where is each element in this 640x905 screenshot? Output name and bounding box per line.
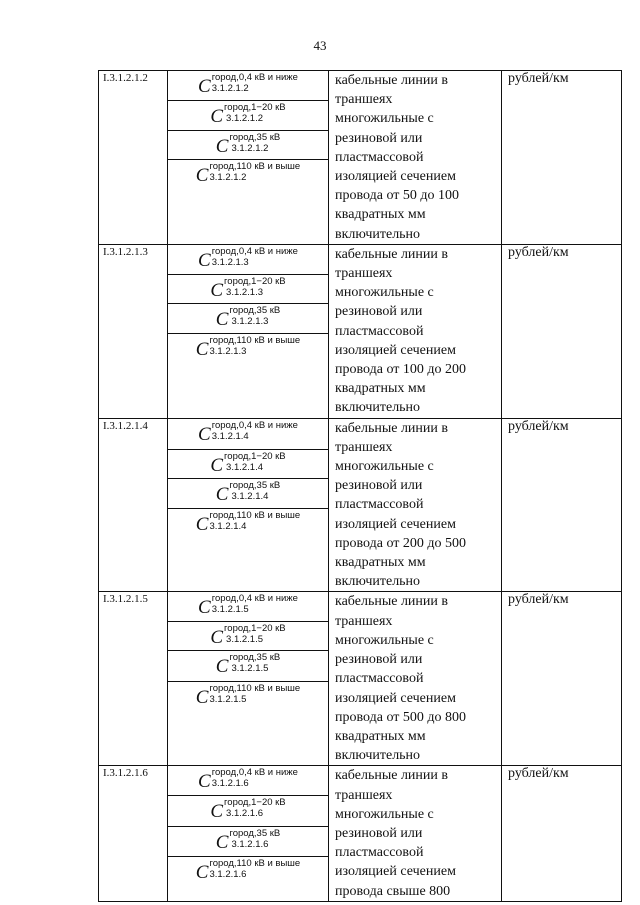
formula-symbol: C — [215, 656, 229, 678]
row-code-cell — [99, 244, 168, 418]
row-code-cell — [99, 418, 168, 592]
description-line: квадратных мм — [335, 555, 426, 571]
description-line: квадратных мм — [335, 728, 426, 744]
formula — [210, 276, 285, 302]
description-line: провода от 50 до 100 — [335, 188, 459, 204]
formula-stack — [168, 592, 328, 746]
formula — [198, 246, 298, 272]
unit-label: рублей/км — [508, 592, 569, 608]
formula-subscript: 3.1.2.1.6 — [211, 778, 249, 790]
tariff-table — [98, 70, 622, 902]
formula-subscript: 3.1.2.1.6 — [231, 839, 269, 851]
formula — [198, 420, 298, 446]
formula-superscript: город,0,4 кВ и ниже — [211, 767, 298, 779]
description-line: многожильные с — [335, 285, 434, 301]
description-line: включительно — [335, 748, 421, 764]
formula-subscript: 3.1.2.1.2 — [211, 83, 249, 94]
row-code-cell — [99, 71, 168, 245]
description-line: провода свыше 800 — [335, 883, 451, 899]
formula — [196, 510, 300, 536]
description-line: траншеях — [335, 787, 393, 803]
formula-superscript: город,1−20 кВ — [224, 450, 286, 462]
formula-subscript: 3.1.2.1.3 — [226, 286, 264, 298]
description-cell — [329, 418, 502, 592]
unit-label: рублей/км — [508, 418, 569, 434]
formula-subscript: 3.1.2.1.3 — [209, 345, 247, 357]
formula-symbol: C — [195, 513, 209, 535]
description-cell — [329, 71, 502, 245]
formula-box — [168, 479, 328, 509]
table-row — [99, 418, 622, 592]
description-line: многожильные с — [335, 459, 434, 475]
formula-subscript: 3.1.2.1.5 — [231, 663, 269, 675]
description-line: изоляцией сечением — [335, 169, 456, 185]
description-line: резиновой или — [335, 825, 423, 841]
description-line: провода от 500 до 800 — [335, 709, 466, 725]
formula — [198, 767, 298, 793]
unit-cell — [502, 766, 622, 901]
formula-superscript: город,35 кВ — [229, 652, 281, 664]
description-line: кабельные линии в — [335, 73, 449, 88]
formula — [196, 858, 300, 884]
formula-box — [168, 131, 328, 160]
formula-symbol: C — [198, 249, 211, 271]
unit-cell — [502, 71, 622, 245]
formula-subscript: 3.1.2.1.6 — [226, 808, 264, 820]
formula-subscript: 3.1.2.1.5 — [226, 634, 264, 646]
description-line: резиновой или — [335, 304, 423, 320]
formula-stack — [168, 419, 328, 575]
formula — [210, 623, 285, 649]
description-line: пластмассовой — [335, 671, 424, 687]
formula-symbol: C — [198, 76, 211, 97]
formula-stack — [168, 71, 328, 227]
formula — [198, 72, 298, 98]
formula-box — [168, 275, 328, 304]
description-line: изоляцией сечением — [335, 342, 456, 358]
description-lines — [335, 592, 501, 765]
description-line: траншеях — [335, 266, 393, 282]
description-line: пластмассовой — [335, 149, 424, 165]
formula-subscript: 3.1.2.1.4 — [209, 520, 247, 532]
description-line: включительно — [335, 400, 421, 416]
formula — [196, 335, 300, 361]
description-cell — [329, 592, 502, 766]
formula — [216, 480, 280, 506]
formula-symbol: C — [210, 279, 224, 301]
formula-superscript: город,0,4 кВ и ниже — [211, 593, 298, 605]
description-lines — [335, 245, 501, 418]
formula-superscript: город,35 кВ — [229, 828, 281, 840]
formula-box — [168, 71, 328, 101]
formula-symbol: C — [215, 483, 229, 505]
formula-cell — [168, 592, 329, 766]
unit-cell — [502, 244, 622, 418]
formula-symbol: C — [195, 165, 209, 186]
unit-label: рублей/км — [508, 244, 569, 260]
description-line: включительно — [335, 226, 421, 242]
formula-subscript: 3.1.2.1.2 — [209, 172, 247, 183]
description-line: изоляцией сечением — [335, 864, 456, 880]
formula-box — [168, 101, 328, 131]
description-line: пластмассовой — [335, 845, 424, 861]
formula-symbol: C — [195, 338, 209, 360]
formula-subscript: 3.1.2.1.4 — [231, 490, 269, 502]
formula-stack — [168, 245, 328, 399]
formula — [216, 305, 280, 331]
formula-box — [168, 450, 328, 479]
formula-superscript: город,110 кВ и выше — [209, 858, 301, 870]
formula-box — [168, 622, 328, 651]
row-code-cell — [99, 592, 168, 766]
row-code: I.3.1.2.1.4 — [103, 419, 148, 432]
formula-cell — [168, 244, 329, 418]
formula — [196, 161, 300, 187]
formula-subscript: 3.1.2.1.3 — [211, 256, 249, 268]
formula — [216, 132, 280, 158]
table-row — [99, 71, 622, 245]
formula-subscript: 3.1.2.1.5 — [209, 694, 247, 706]
formula-box — [168, 160, 328, 227]
unit-cell — [502, 418, 622, 592]
formula-subscript: 3.1.2.1.5 — [211, 604, 249, 616]
description-line: многожильные с — [335, 111, 434, 127]
row-code: I.3.1.2.1.5 — [103, 593, 148, 606]
formula-box — [168, 592, 328, 622]
formula-cell — [168, 418, 329, 592]
formula-box — [168, 419, 328, 450]
formula-box — [168, 334, 328, 399]
formula-superscript: город,1−20 кВ — [224, 797, 286, 809]
formula-box — [168, 857, 328, 894]
description-line: траншеях — [335, 92, 393, 108]
formula-box — [168, 304, 328, 334]
formula-symbol: C — [210, 627, 224, 649]
formula — [210, 102, 285, 128]
formula — [196, 683, 300, 709]
description-cell — [329, 766, 502, 901]
formula-subscript: 3.1.2.1.2 — [226, 113, 264, 124]
formula-superscript: город,0,4 кВ и ниже — [211, 245, 298, 257]
formula-symbol: C — [198, 423, 211, 445]
formula-superscript: город,35 кВ — [229, 304, 281, 316]
description-line: траншеях — [335, 613, 393, 629]
formula — [198, 593, 298, 619]
formula-subscript: 3.1.2.1.4 — [211, 430, 249, 442]
row-code-cell — [99, 766, 168, 901]
description-cell — [329, 244, 502, 418]
formula — [216, 828, 280, 854]
unit-label: рублей/км — [508, 71, 569, 86]
description-line: кабельные линии в — [335, 246, 449, 262]
formula-symbol: C — [215, 136, 229, 157]
formula-symbol: C — [210, 454, 224, 476]
formula-box — [168, 682, 328, 746]
page-number: 43 — [313, 38, 327, 53]
description-line: провода от 200 до 500 — [335, 535, 466, 551]
formula-subscript: 3.1.2.1.3 — [231, 315, 269, 327]
description-line: резиновой или — [335, 478, 423, 494]
formula-box — [168, 827, 328, 857]
description-line: провода от 100 до 200 — [335, 362, 466, 378]
formula-superscript: город,1−20 кВ — [224, 623, 286, 635]
description-line: кабельные линии в — [335, 420, 449, 436]
formula-symbol: C — [195, 687, 209, 709]
formula-symbol: C — [210, 106, 224, 127]
formula-superscript: город,0,4 кВ и ниже — [211, 419, 298, 431]
description-line: кабельные линии в — [335, 768, 449, 784]
description-line: квадратных мм — [335, 207, 426, 223]
formula-cell — [168, 766, 329, 901]
table-row — [99, 244, 622, 418]
unit-label: рублей/км — [508, 766, 569, 782]
table-row — [99, 766, 622, 901]
description-line: многожильные с — [335, 632, 434, 648]
formula-stack — [168, 766, 328, 894]
description-line: кабельные линии в — [335, 594, 449, 610]
formula-superscript: город,35 кВ — [229, 479, 281, 491]
formula-superscript: город,110 кВ и выше — [209, 509, 301, 521]
unit-cell — [502, 592, 622, 766]
description-lines — [335, 71, 501, 244]
formula-superscript: город,1−20 кВ — [224, 102, 286, 113]
formula-superscript: город,35 кВ — [229, 132, 281, 143]
description-line: квадратных мм — [335, 381, 426, 397]
formula-box — [168, 509, 328, 575]
description-line: резиновой или — [335, 652, 423, 668]
formula-superscript: город,110 кВ и выше — [209, 161, 301, 172]
formula-subscript: 3.1.2.1.4 — [226, 461, 264, 473]
description-lines — [335, 766, 501, 900]
description-line: пластмассовой — [335, 323, 424, 339]
formula-symbol: C — [215, 308, 229, 330]
formula-cell — [168, 71, 329, 245]
formula — [216, 652, 280, 678]
row-code: I.3.1.2.1.3 — [103, 245, 148, 258]
description-lines — [335, 419, 501, 592]
formula — [210, 451, 285, 477]
formula-superscript: город,110 кВ и выше — [209, 683, 301, 695]
formula-subscript: 3.1.2.1.2 — [231, 143, 269, 154]
row-code: I.3.1.2.1.2 — [103, 72, 148, 84]
description-line: многожильные с — [335, 806, 434, 822]
formula — [210, 797, 285, 823]
formula-box — [168, 245, 328, 275]
description-line: траншеях — [335, 439, 393, 455]
formula-symbol: C — [215, 832, 229, 854]
formula-superscript: город,1−20 кВ — [224, 275, 286, 287]
table-row — [99, 592, 622, 766]
formula-symbol: C — [195, 862, 209, 884]
formula-box — [168, 796, 328, 827]
formula-subscript: 3.1.2.1.6 — [209, 869, 247, 881]
description-line: изоляцией сечением — [335, 690, 456, 706]
formula-superscript: город,110 кВ и выше — [209, 334, 301, 346]
formula-box — [168, 766, 328, 796]
formula-symbol: C — [210, 801, 224, 823]
row-code: I.3.1.2.1.6 — [103, 767, 148, 780]
formula-superscript: город,0,4 кВ и ниже — [211, 72, 298, 83]
formula-box — [168, 651, 328, 682]
description-line: пластмассовой — [335, 497, 424, 513]
description-line: включительно — [335, 574, 421, 590]
description-line: резиновой или — [335, 130, 423, 146]
formula-symbol: C — [198, 771, 211, 793]
formula-symbol: C — [198, 597, 211, 619]
description-line: изоляцией сечением — [335, 516, 456, 532]
